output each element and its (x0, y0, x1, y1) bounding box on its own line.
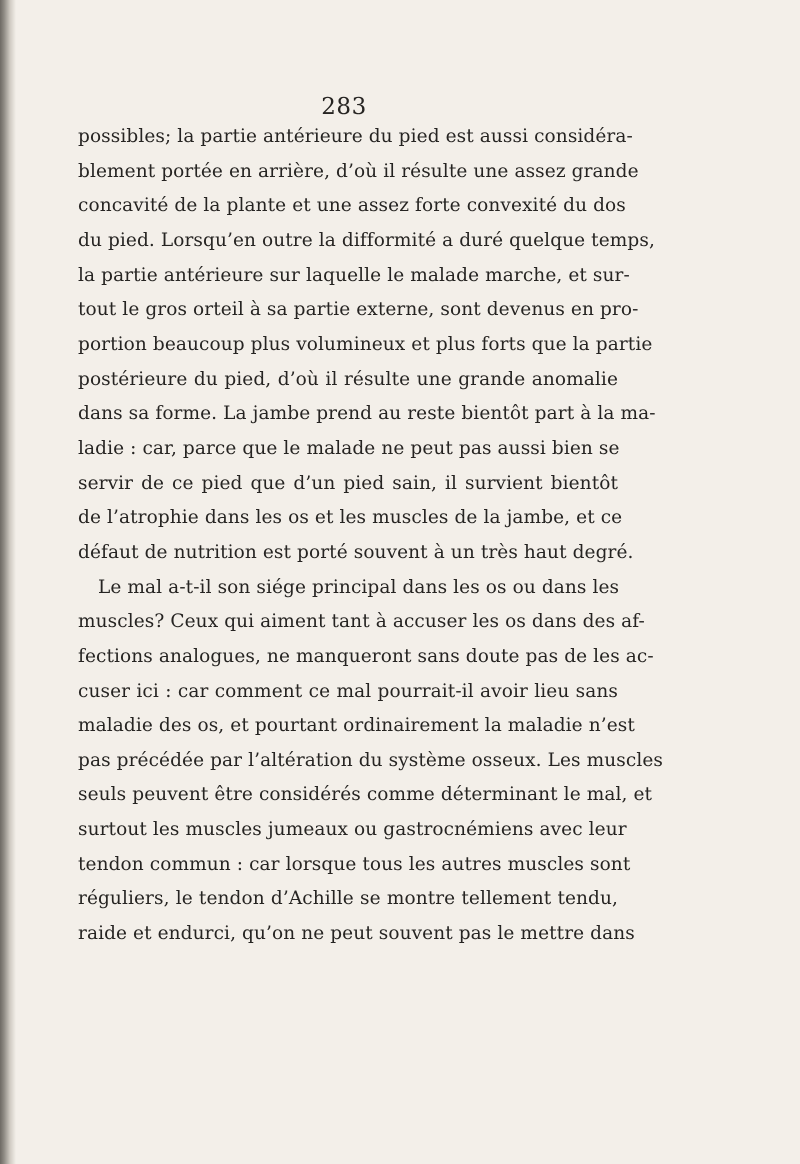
text-line: postérieure du pied, d’où il résulte une grande anomalie (78, 368, 618, 390)
text-line: dans sa forme. La jambe prend au reste bientôt part à la ma- (78, 403, 656, 425)
text-line: la partie antérieure sur laquelle le malade marche, et sur- (78, 264, 630, 286)
text-line: défaut de nutrition est porté souvent à un très haut degré. (78, 541, 634, 563)
text-line: blement portée en arrière, d’où il résulte une assez grande (78, 160, 639, 182)
text-line: de l’atrophie dans les os et les muscles de la jambe, et ce (78, 507, 623, 529)
text-line: portion beaucoup plus volumineux et plus forts que la partie (78, 333, 653, 355)
text-line: cuser ici : car comment ce mal pourrait-il avoir lieu sans (78, 680, 618, 702)
text-line: du pied. Lorsqu’en outre la difformité a duré quelque temps, (78, 229, 655, 251)
text-line: servir de ce pied que d’un pied sain, il survient bientôt (78, 472, 618, 494)
page-number: 283 (321, 94, 367, 120)
text-line: surtout les muscles jumeaux ou gastrocnémiens avec leur (78, 819, 627, 841)
text-line: seuls peuvent être considérés comme déterminant le mal, et (78, 784, 653, 806)
page-binding-edge (0, 0, 16, 1164)
text-line: raide et endurci, qu’on ne peut souvent pas le mettre dans (78, 923, 635, 945)
text-line: muscles? Ceux qui aiment tant à accuser les os dans des af- (78, 611, 645, 633)
text-line: tout le gros orteil à sa partie externe, sont devenus en pro- (78, 299, 639, 321)
text-line: tendon commun : car lorsque tous les autres muscles sont (78, 853, 631, 875)
text-line: maladie des os, et pourtant ordinairement la maladie n’est (78, 715, 635, 737)
text-line: pas précédée par l’altération du système osseux. Les muscles (78, 749, 663, 771)
text-line: possibles; la partie antérieure du pied est aussi considéra- (78, 126, 633, 147)
text-line: réguliers, le tendon d’Achille se montre tellement tendu, (78, 888, 618, 910)
body-text (78, 120, 663, 952)
text-line: concavité de la plante et une assez forte convexité du dos (78, 195, 626, 217)
text-line: Le mal a-t-il son siége principal dans les os ou dans les (98, 576, 620, 598)
text-line: ladie : car, parce que le malade ne peut pas aussi bien se (78, 437, 620, 459)
text-line: fections analogues, ne manqueront sans doute pas de les ac- (78, 645, 654, 667)
